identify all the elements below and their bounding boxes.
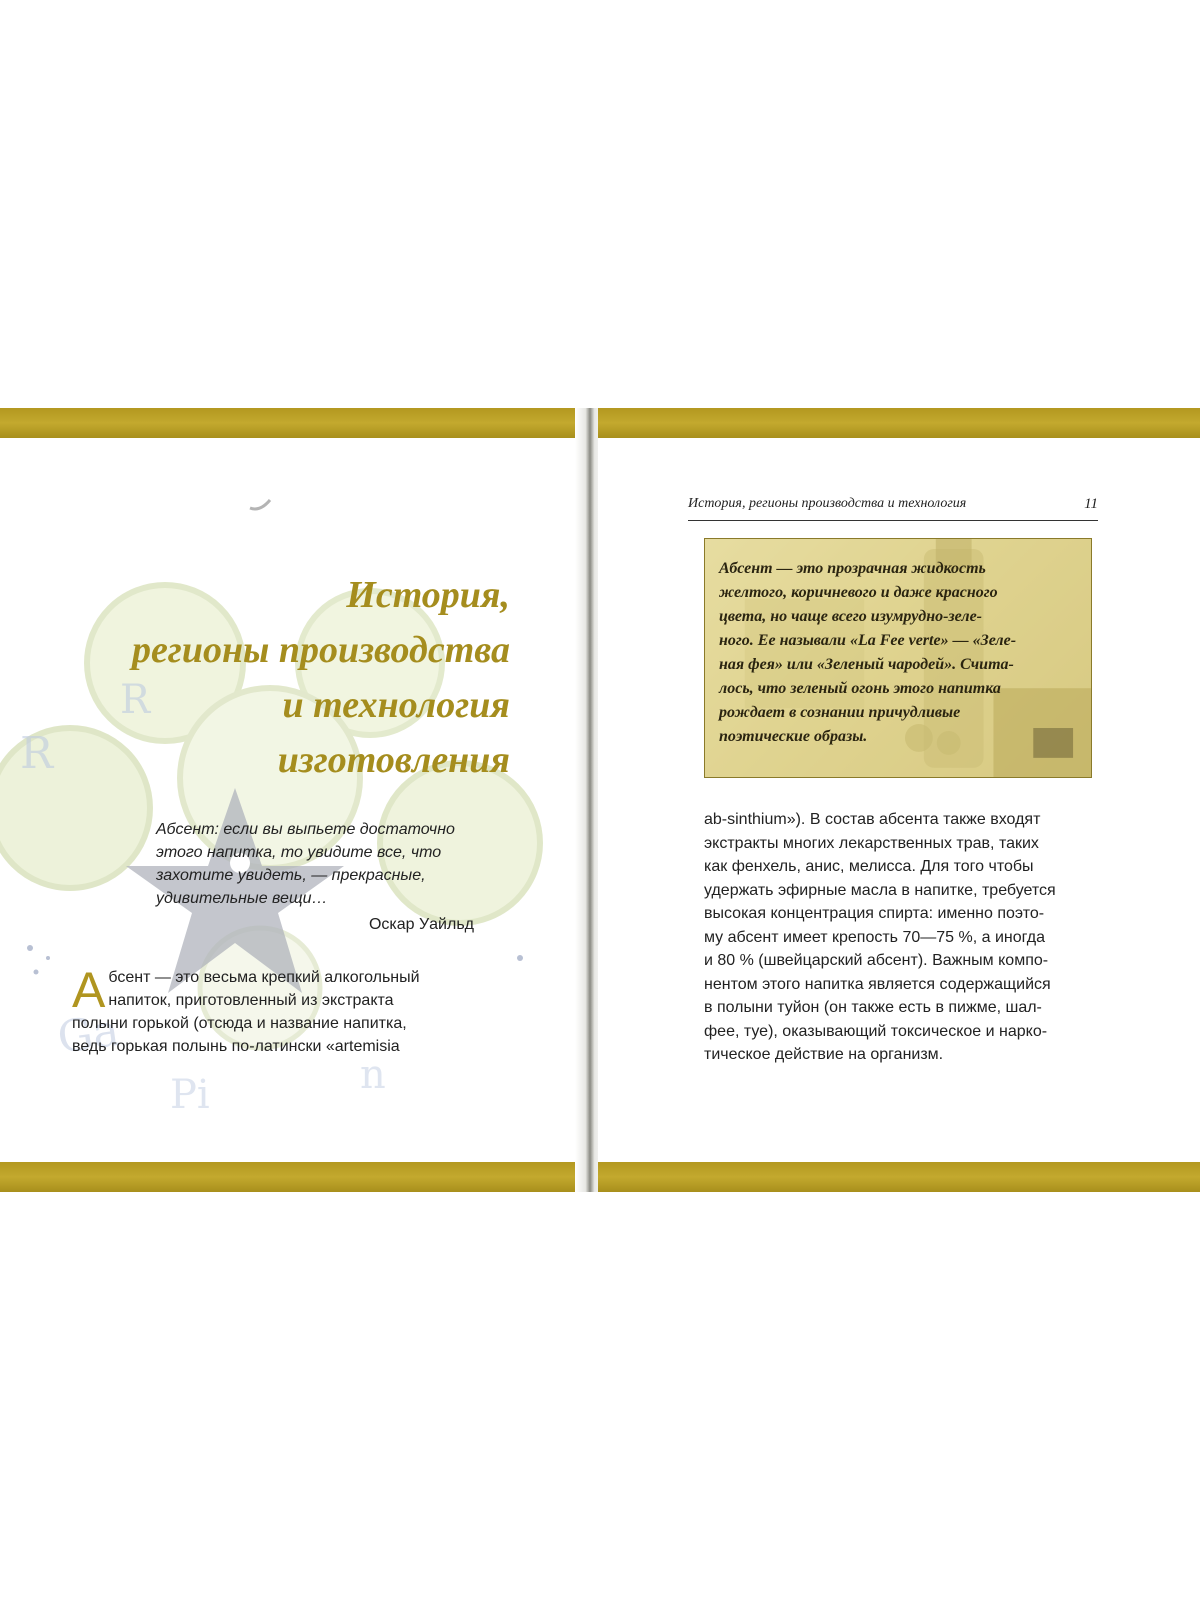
body-line: фее, туе), оказывающий токсическое и нарко- <box>704 1022 1048 1040</box>
callout-line: лось, что зеленый огонь этого напитка <box>719 680 1001 697</box>
left-page <box>0 408 590 1192</box>
lead-paragraph <box>72 962 472 1058</box>
bottom-gold-band <box>598 1162 1200 1192</box>
running-head <box>688 496 1098 521</box>
epigraph-line: этого напитка, то увидите все, что <box>156 844 442 861</box>
right-page <box>598 408 1200 1192</box>
callout-line: цвета, но чаще всего изумрудно-зеле- <box>719 608 983 625</box>
callout-text <box>719 557 1081 749</box>
body-line: удержать эфирные масла в напитке, требуется <box>704 881 1056 899</box>
bottom-gold-band <box>0 1162 590 1192</box>
top-gold-band <box>0 408 590 438</box>
running-title: История, регионы производства и технология <box>688 496 967 511</box>
book-spread <box>0 408 1200 1192</box>
epigraph-line: удивительные вещи… <box>156 890 328 907</box>
epigraph-line: Абсент: если вы выпьете достаточно <box>156 821 455 838</box>
body-line: экстракты многих лекарственных трав, таких <box>704 834 1039 852</box>
chapter-title-line: изготовления <box>277 739 510 781</box>
epigraph-line: захотите увидеть, — прекрасные, <box>156 867 426 884</box>
body-line: му абсент имеет крепость 70—75 %, а иногда <box>704 928 1045 946</box>
body-line: тическое действие на организм. <box>704 1046 944 1063</box>
callout-line: ного. Ее называли «La Fee verte» — «Зеле- <box>719 632 1017 649</box>
chapter-title-line: регионы производства <box>131 629 510 671</box>
callout-line: желтого, коричневого и даже красного <box>719 584 998 601</box>
epigraph <box>156 818 476 910</box>
svg-text:Pi: Pi <box>170 1072 210 1118</box>
callout-line: Абсент — это прозрачная жидкость <box>719 560 986 577</box>
body-line: и 80 % (швейцарский абсент). Важным компо- <box>704 952 1049 969</box>
body-line: высокая концентрация спирта: именно поэто- <box>704 905 1045 922</box>
svg-text:R: R <box>20 728 54 779</box>
body-line: в полыни туйон (он также есть в пижме, шал- <box>704 999 1042 1016</box>
svg-text:Ga: Ga <box>54 1004 123 1064</box>
callout-line: поэтические образы. <box>719 728 868 745</box>
callout-line: ная фея» или «Зеленый чародей». Счита- <box>719 656 1014 673</box>
chapter-title <box>40 568 510 788</box>
top-gold-band <box>598 408 1200 438</box>
page-number: 11 <box>1084 496 1098 512</box>
lead-line: напиток, приготовленный из экстракта <box>108 992 394 1009</box>
lead-line: полыни горькой (отсюда и название напитка, <box>72 1015 407 1032</box>
svg-text:R: R <box>120 677 151 723</box>
body-line: ab-sinthium»). В состав абсента также входят <box>704 811 1041 828</box>
svg-text:n: n <box>360 1052 386 1098</box>
body-line: как фенхель, анис, мелисса. Для того чтобы <box>704 858 1034 875</box>
lead-line: бсент — это весьма крепкий алкогольный <box>108 969 420 986</box>
callout-box <box>704 538 1092 778</box>
body-paragraph <box>704 808 1114 1067</box>
drop-cap: А <box>72 962 106 1018</box>
epigraph-author: Оскар Уайльд <box>368 916 474 933</box>
lead-line: ведь горькая полынь по-латински «artemisia <box>72 1038 400 1055</box>
callout-line: рождает в сознании причудливые <box>719 704 961 721</box>
body-line: нентом этого напитка является содержащийся <box>704 975 1051 993</box>
chapter-title-line: История, <box>346 574 510 616</box>
chapter-title-line: и технология <box>282 684 510 726</box>
